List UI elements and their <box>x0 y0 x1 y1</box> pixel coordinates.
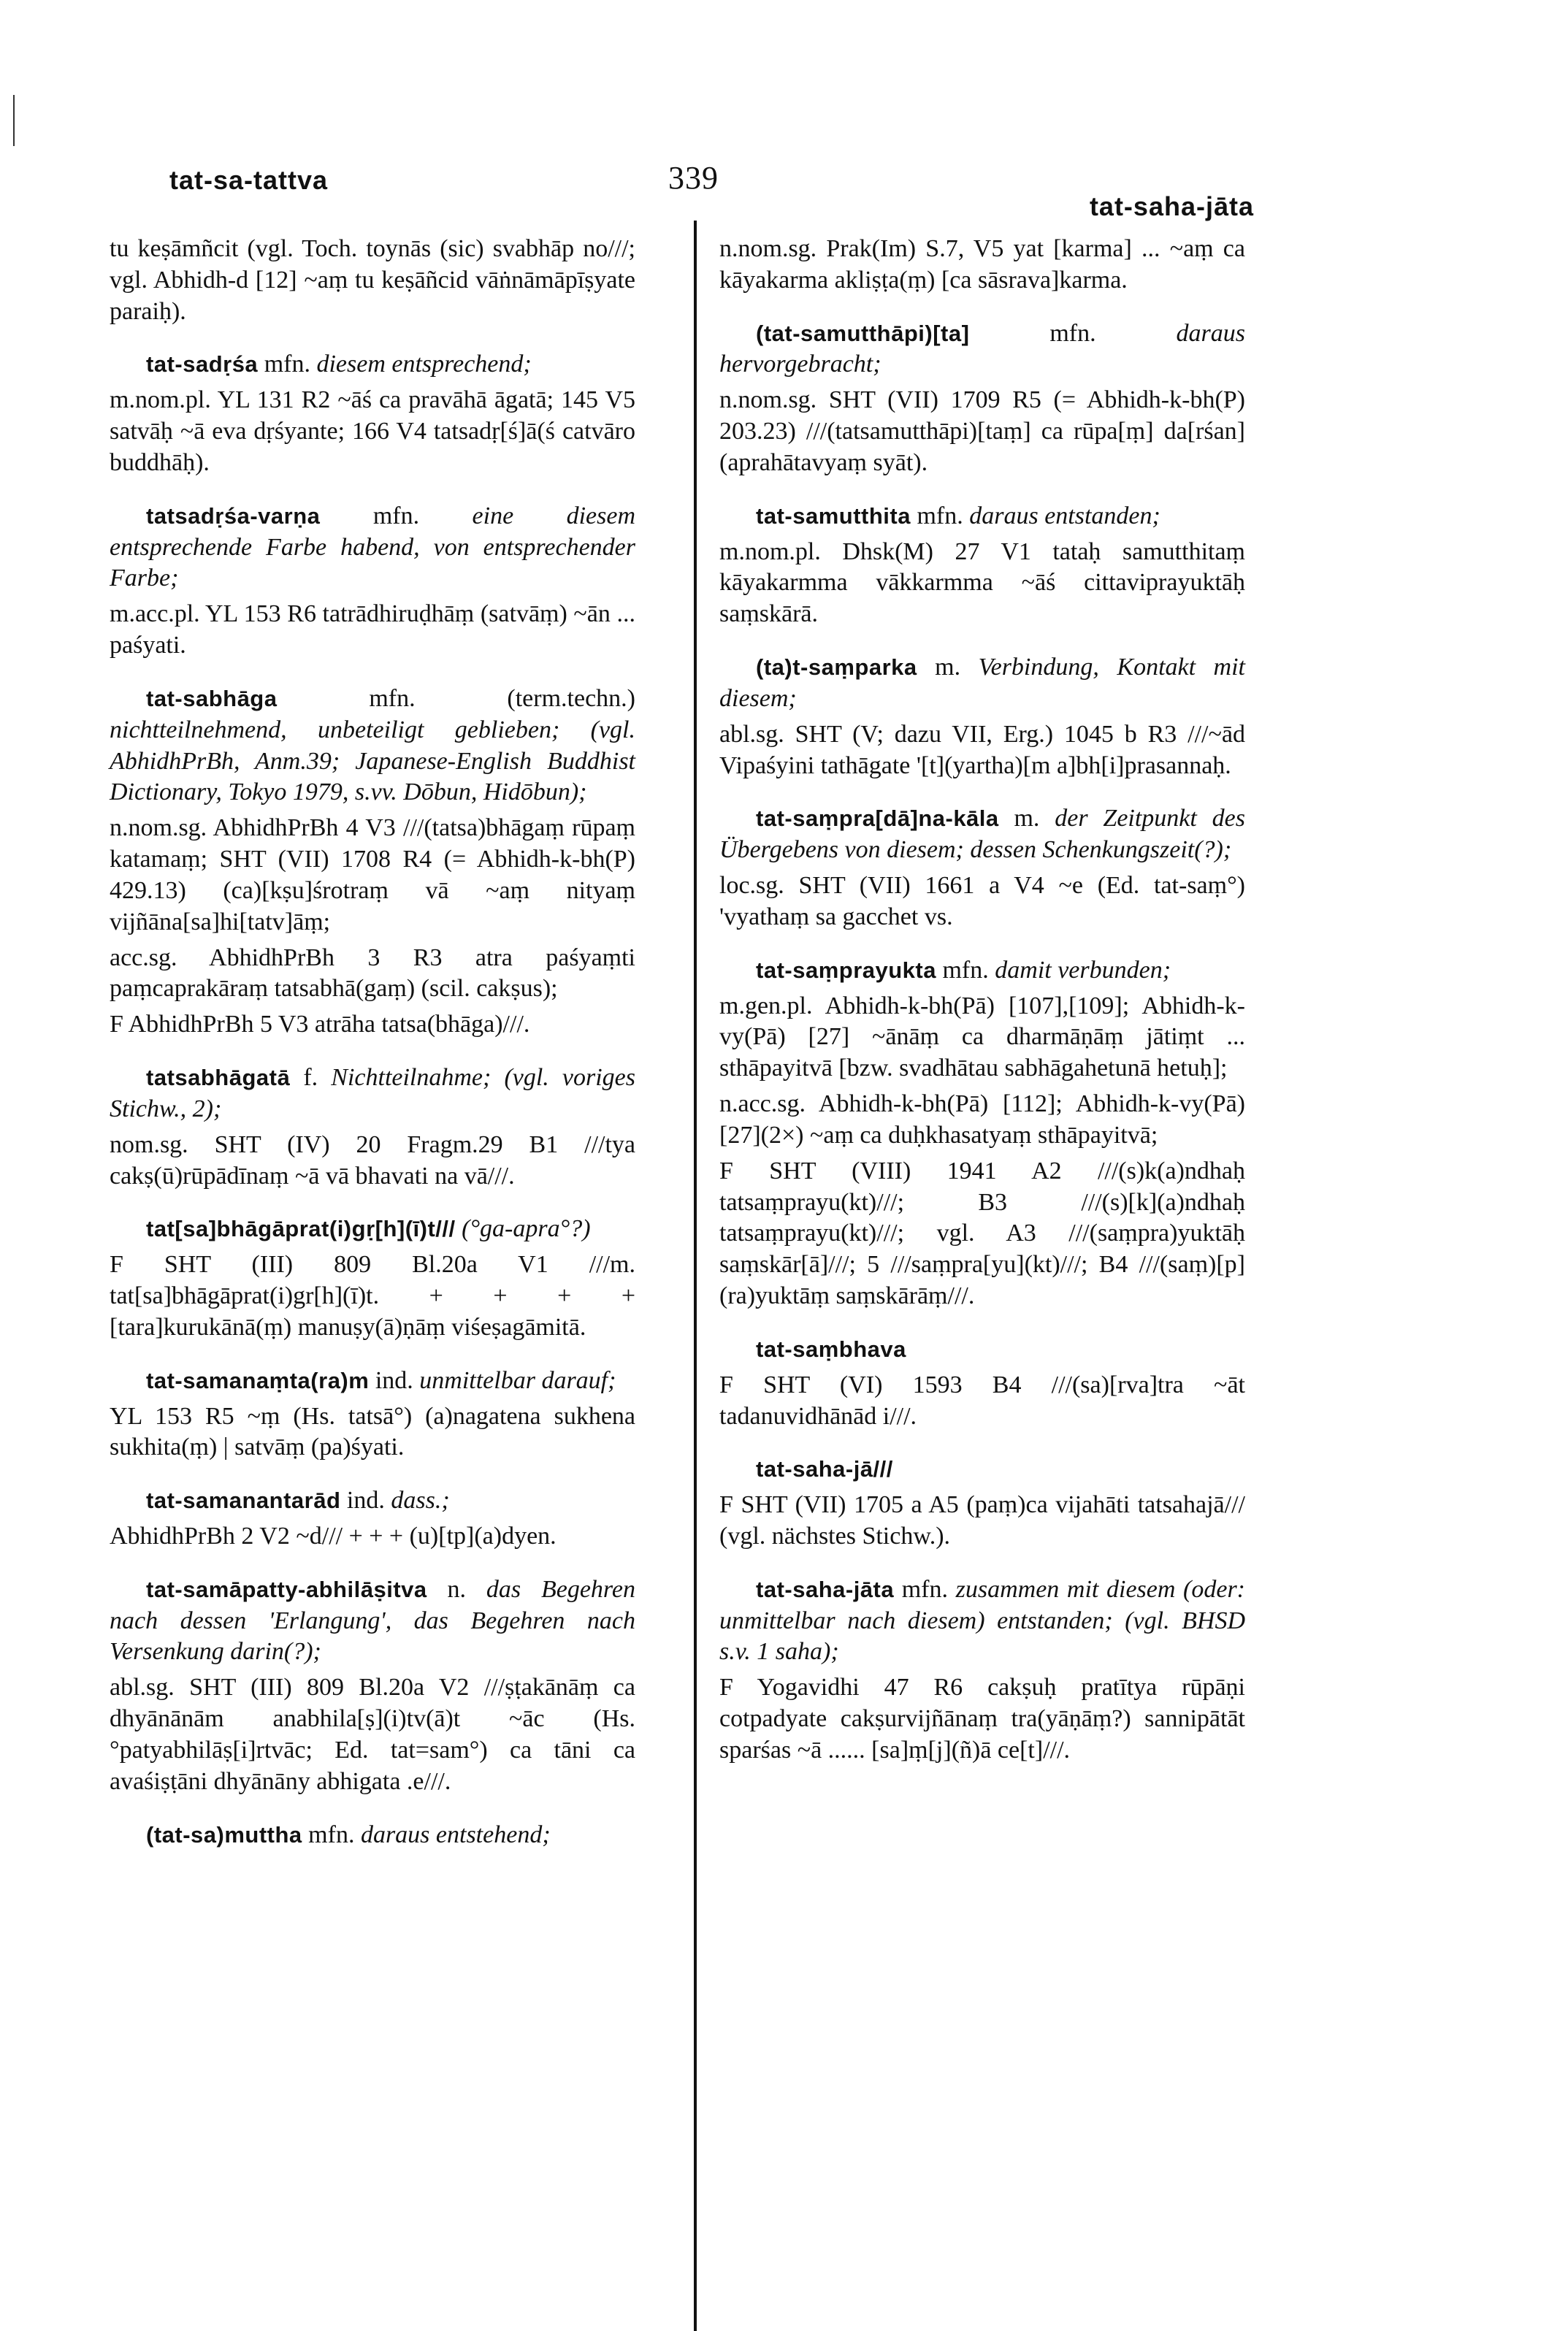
headword: (tat-samutthāpi)[ta] <box>756 320 970 346</box>
definition: daraus hervorgebracht; <box>719 319 1246 378</box>
dictionary-entry <box>719 234 1245 296</box>
definition: das Begehren nach dessen 'Erlangung', das Begehren nach Versenkung darin(?); <box>110 1575 635 1666</box>
headword: tat-samutthita <box>756 502 911 529</box>
citation-line: tu keṣāmñcit (vgl. Toch. toynās (sic) svabhāp no///; vgl. Abhidh-d [12] ~aṃ tu keṣāñcid vāṅnāmāpīṣyate paraiḥ). <box>110 235 635 325</box>
definition: der Zeitpunkt des Übergebens von diesem; dessen Schenkungszeit(?); <box>719 805 1245 864</box>
definition: damit verbunden; <box>995 956 1171 984</box>
definition: nichtteilnehmend, unbeteiligt geblieben; (vgl. AbhidhPrBh, Anm.39; Japanese-English Buddhist Dictionary, Tokyo 1979, s.vv. Dōbun, Hidōbun); <box>110 716 635 806</box>
dictionary-entry <box>719 501 1245 630</box>
column-divider <box>694 221 697 2331</box>
entry-heading <box>719 1334 1245 1366</box>
citation-line: abl.sg. SHT (V; dazu VII, Erg.) 1045 b R3 ///~ād Vipaśyini tathāgate '[t](yartha)[m a]bh[i]prasannaḥ. <box>719 720 1245 779</box>
citation-line: F Yogavidhi 47 R6 cakṣuḥ pratītya rūpāṇi cotpadyate cakṣurvijñānaṃ tra(yāṇāṃ?) sannipātāt sparśas ~ā ...... [sa]ṃ[j](ñ)ā ce[t]///. <box>719 1674 1245 1764</box>
citation-line: F SHT (III) 809 Bl.20a V1 ///m. tat[sa]bhāgāprat(i)gr[h](ī)t. + + + + [tara]kurukānā(ṃ) manuṣy(ā)ṇāṃ viśeṣagāmitā. <box>110 1251 635 1341</box>
entry-heading <box>110 1574 635 1668</box>
grammar-label: mfn. <box>264 351 310 378</box>
dictionary-entry <box>719 803 1245 933</box>
citation-line: m.acc.pl. YL 153 R6 tatrādhiruḍhāṃ (satvāṃ) ~ān ... paśyati. <box>110 600 635 659</box>
dictionary-entry <box>719 652 1245 781</box>
citation-line: F SHT (VII) 1705 a A5 (paṃ)ca vijahāti tatsahajā/// (vgl. nächstes Stichw.). <box>719 1491 1245 1550</box>
headword: tat-sadṛśa <box>146 351 259 378</box>
entry-heading <box>719 318 1245 381</box>
grammar-label: mfn. <box>917 502 963 529</box>
headword: tat-saha-jāta <box>756 1576 895 1602</box>
citation-line: n.nom.sg. Prak(Im) S.7, V5 yat [karma] ... ~aṃ ca kāyakarma akliṣṭa(ṃ) [ca sāsrava]karma. <box>719 235 1245 294</box>
entry-heading <box>110 684 635 808</box>
entry-heading <box>719 501 1245 532</box>
citation-line: F AbhidhPrBh 5 V3 atrāha tatsa(bhāga)///. <box>110 1011 530 1038</box>
dictionary-entry <box>110 501 635 662</box>
grammar-label: mfn. <box>942 956 989 984</box>
running-head-right: tat-saha-jāta <box>1089 191 1254 221</box>
entry-heading <box>110 1485 635 1517</box>
left-column <box>110 234 635 1872</box>
entry-heading <box>719 1574 1245 1668</box>
definition: eine diesem entsprechende Farbe habend, von entsprechender Farbe; <box>110 502 635 592</box>
grammar-label: mfn. <box>1049 319 1096 347</box>
grammar-label: mfn. <box>372 502 420 529</box>
entry-heading <box>719 652 1245 715</box>
headword: tat-saṃbhava <box>756 1336 906 1362</box>
headword: tat-sabhāga <box>146 685 278 711</box>
headword: tat-saṃpra[dā]na-kāla <box>756 805 999 832</box>
grammar-label: f. <box>303 1064 318 1092</box>
entry-heading <box>110 1820 635 1851</box>
scan-margin-mark <box>13 95 19 146</box>
citation-line: F SHT (VI) 1593 B4 ///(sa)[rva]tra ~āt tadanuvidhānād i///. <box>719 1371 1245 1430</box>
definition: unmittelbar darauf; <box>419 1366 616 1394</box>
dictionary-entry <box>110 1214 635 1343</box>
dictionary-entry <box>110 1366 635 1463</box>
right-column <box>719 234 1245 1788</box>
definition: Verbindung, Kontakt mit diesem; <box>719 654 1246 712</box>
headword: (ta)t-saṃparka <box>756 654 917 681</box>
definition: daraus entstehend; <box>360 1821 551 1848</box>
definition: daraus entstanden; <box>969 502 1160 529</box>
headword: tat-saṃprayukta <box>756 957 936 983</box>
citation-line: F SHT (VIII) 1941 A2 ///(s)k(a)ndhaḥ tatsaṃprayu(kt)///; B3 ///(s)[k](a)ndhaḥ tatsaṃprayu(kt)///; vgl. A3 ///(saṃpra)yuktāḥ saṃskār[ā]///; 5 ///saṃpra[yu](kt)///; B4 ///(saṃ)[p](ra)yuktāṃ saṃskārāṃ///. <box>719 1157 1245 1310</box>
headword: tatsabhāgatā <box>146 1065 291 1091</box>
entry-heading <box>110 1366 635 1397</box>
citation-line: abl.sg. SHT (III) 809 Bl.20a V2 ///ṣṭakānāṃ ca dhyānānām anabhila[ṣ](i)tv(ā)t ~āc (Hs. °patyabhilāṣ[i]rtvāc; Ed. tat=sam°) ca tāni ca avaśiṣṭāni dhyānāny abhigata .e///. <box>110 1674 635 1795</box>
headword: tat-saha-jā/// <box>756 1456 893 1482</box>
definition: diesem entsprechend; <box>316 351 532 378</box>
entry-heading <box>110 1214 635 1245</box>
citation-line: n.acc.sg. Abhidh-k-bh(Pā) [112]; Abhidh-k-vy(Pā) [27](2×) ~aṃ ca duḥkhasatyaṃ sthāpayitvā; <box>719 1090 1245 1149</box>
citation-line: m.nom.pl. Dhsk(M) 27 V1 tataḥ samutthitaṃ kāyakarmma vākkarmma ~āś cittaviprayuktāḥ saṃskārā. <box>719 537 1245 628</box>
dictionary-entry <box>719 1574 1245 1767</box>
grammar-label: ind. <box>375 1366 413 1394</box>
citation-line: nom.sg. SHT (IV) 20 Fragm.29 B1 ///tya cakṣ(ū)rūpādīnaṃ ~ā vā bhavati na vā///. <box>110 1130 635 1190</box>
dictionary-entry <box>110 349 635 478</box>
grammar-label: m. <box>935 654 961 681</box>
citation-line: AbhidhPrBh 2 V2 ~d/// + + + (u)[tp](a)dyen. <box>110 1522 557 1550</box>
citation-line: loc.sg. SHT (VII) 1661 a V4 ~e (Ed. tat-saṃ°) 'vyathaṃ sa gacchet vs. <box>719 872 1245 930</box>
entry-heading <box>110 349 635 380</box>
citation-line: acc.sg. AbhidhPrBh 3 R3 atra paśyaṃti paṃcaprakāraṃ tatsabhā(gaṃ) (scil. cakṣus); <box>110 944 635 1003</box>
dictionary-entry <box>719 1334 1245 1432</box>
running-head-left: tat-sa-tattva <box>169 165 329 195</box>
entry-heading <box>719 803 1245 866</box>
entry-heading <box>719 955 1245 987</box>
dictionary-entry <box>110 1063 635 1192</box>
definition: dass.; <box>391 1487 450 1515</box>
grammar-label: mfn. <box>308 1821 355 1848</box>
grammar-label: m. <box>1014 805 1040 832</box>
citation-line: YL 153 R5 ~ṃ (Hs. tatsā°) (a)nagatena sukhena sukhita(ṃ) | satvāṃ (pa)śyati. <box>110 1402 635 1461</box>
grammar-label: ind. <box>346 1487 385 1515</box>
headword: (tat-sa)muttha <box>146 1821 302 1848</box>
dictionary-entry <box>719 955 1245 1312</box>
definition: Nichtteilnahme; (vgl. voriges Stichw., 2); <box>110 1064 635 1122</box>
dictionary-entry <box>110 1485 635 1553</box>
page-number: 339 <box>668 160 719 196</box>
headword: tat-samāpatty-abhilāṣitva <box>146 1576 427 1602</box>
dictionary-entry <box>110 684 635 1041</box>
dictionary-entry <box>110 1820 635 1851</box>
headword: tat-samanaṃta(ra)m <box>146 1367 370 1393</box>
headword: tat-samanantarād <box>146 1488 341 1514</box>
entry-heading <box>110 501 635 594</box>
grammar-label: n. <box>447 1575 466 1603</box>
definition: zusammen mit diesem (oder: unmittelbar nach diesem) entstanden; (vgl. BHSD s.v. 1 saha); <box>719 1575 1245 1666</box>
citation-line: n.nom.sg. SHT (VII) 1709 R5 (= Abhidh-k-bh(P) 203.23) ///(tatsamutthāpi)[taṃ] ca rūpa[ṃ] da[rśan](aprahātavyaṃ syāt). <box>719 386 1245 476</box>
entry-heading <box>110 1063 635 1125</box>
grammar-label: mfn. <box>901 1575 949 1603</box>
dictionary-entry <box>110 1574 635 1798</box>
definition: (°ga-apra°?) <box>462 1215 591 1243</box>
citation-line: m.nom.pl. YL 131 R2 ~āś ca pravāhā āgatā; 145 V5 satvāḥ ~ā eva dṛśyante; 166 V4 tatsadṛ[ś]ā(ś catvāro buddhāḥ). <box>110 386 635 476</box>
headword: tat[sa]bhāgāprat(i)gṛ[h](ī)t/// <box>146 1216 456 1242</box>
headword: tatsadṛśa-varṇa <box>146 502 321 529</box>
dictionary-entry <box>719 318 1245 479</box>
dictionary-entry <box>719 1454 1245 1552</box>
entry-heading <box>719 1454 1245 1485</box>
citation-line: m.gen.pl. Abhidh-k-bh(Pā) [107],[109]; Abhidh-k-vy(Pā) [27] ~ānāṃ ca dharmāṇāṃ jātiṃt ... sthāpayitvā [bzw. svadhātau sabhāgahetunā hetuḥ]; <box>719 992 1245 1082</box>
grammar-label: mfn. (term.techn.) <box>369 684 635 712</box>
dictionary-entry <box>110 234 635 327</box>
citation-line: n.nom.sg. AbhidhPrBh 4 V3 ///(tatsa)bhāgaṃ rūpaṃ katamaṃ; SHT (VII) 1708 R4 (= Abhidh-k-bh(P) 429.13) (ca)[kṣu]śrotraṃ vā ~aṃ nityaṃ vijñāna[sa]hi[tatv]āṃ; <box>110 814 635 935</box>
